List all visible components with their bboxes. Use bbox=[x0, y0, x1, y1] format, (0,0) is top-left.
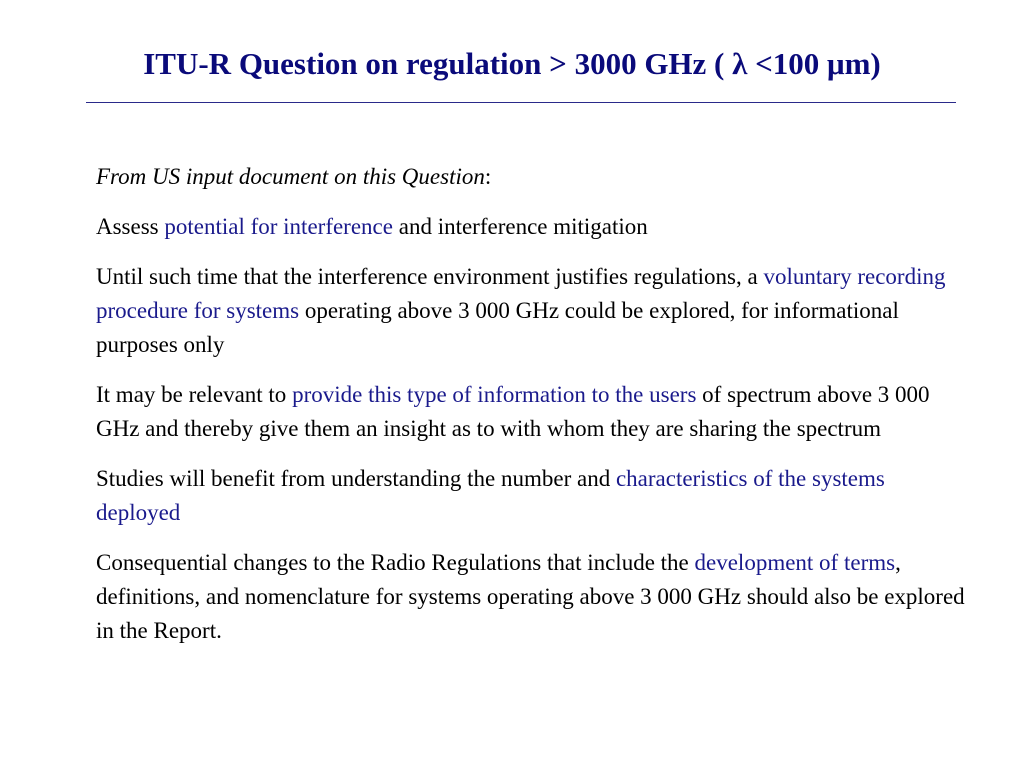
paragraph-text: Assess bbox=[96, 214, 165, 239]
paragraph-text: operating above 3 000 GHz could be explored, for informational purposes only bbox=[96, 298, 899, 357]
slide-body bbox=[96, 160, 966, 664]
highlighted-phrase: characteristics of the systems deployed bbox=[96, 466, 885, 525]
title-divider bbox=[86, 102, 956, 103]
paragraph-voluntary-recording bbox=[96, 260, 966, 362]
slide-title: ITU-R Question on regulation > 3000 GHz ( λ <100 μm) bbox=[143, 46, 881, 81]
highlighted-phrase: voluntary recording procedure for systems bbox=[96, 264, 946, 323]
paragraph-text: Studies will benefit from understanding the number and bbox=[96, 466, 616, 491]
paragraph-provide-information bbox=[96, 378, 966, 446]
intro-text: From US input document on this Question bbox=[96, 164, 485, 189]
highlighted-phrase: development of terms bbox=[694, 550, 896, 575]
paragraph-text: Until such time that the interference environment justifies regulations, a bbox=[96, 264, 764, 289]
paragraph-text: and interference mitigation bbox=[392, 214, 648, 239]
paragraph-text: Consequential changes to the Radio Regulations that include the bbox=[96, 550, 695, 575]
paragraph-assess bbox=[96, 210, 966, 244]
highlighted-phrase: provide this type of information to the users bbox=[292, 382, 697, 407]
highlighted-phrase: potential for interference bbox=[164, 214, 393, 239]
paragraph-text: of spectrum above 3 000 GHz and thereby give them an insight as to with whom they are sharing the spectrum bbox=[96, 382, 930, 441]
paragraph-text: , definitions, and nomenclature for systems operating above 3 000 GHz should also be explored in the Report. bbox=[96, 550, 965, 643]
paragraph-text: It may be relevant to bbox=[96, 382, 293, 407]
intro-colon: : bbox=[484, 164, 492, 189]
paragraph-consequential-changes bbox=[96, 546, 966, 648]
paragraph-intro bbox=[96, 160, 966, 194]
paragraph-studies bbox=[96, 462, 966, 530]
